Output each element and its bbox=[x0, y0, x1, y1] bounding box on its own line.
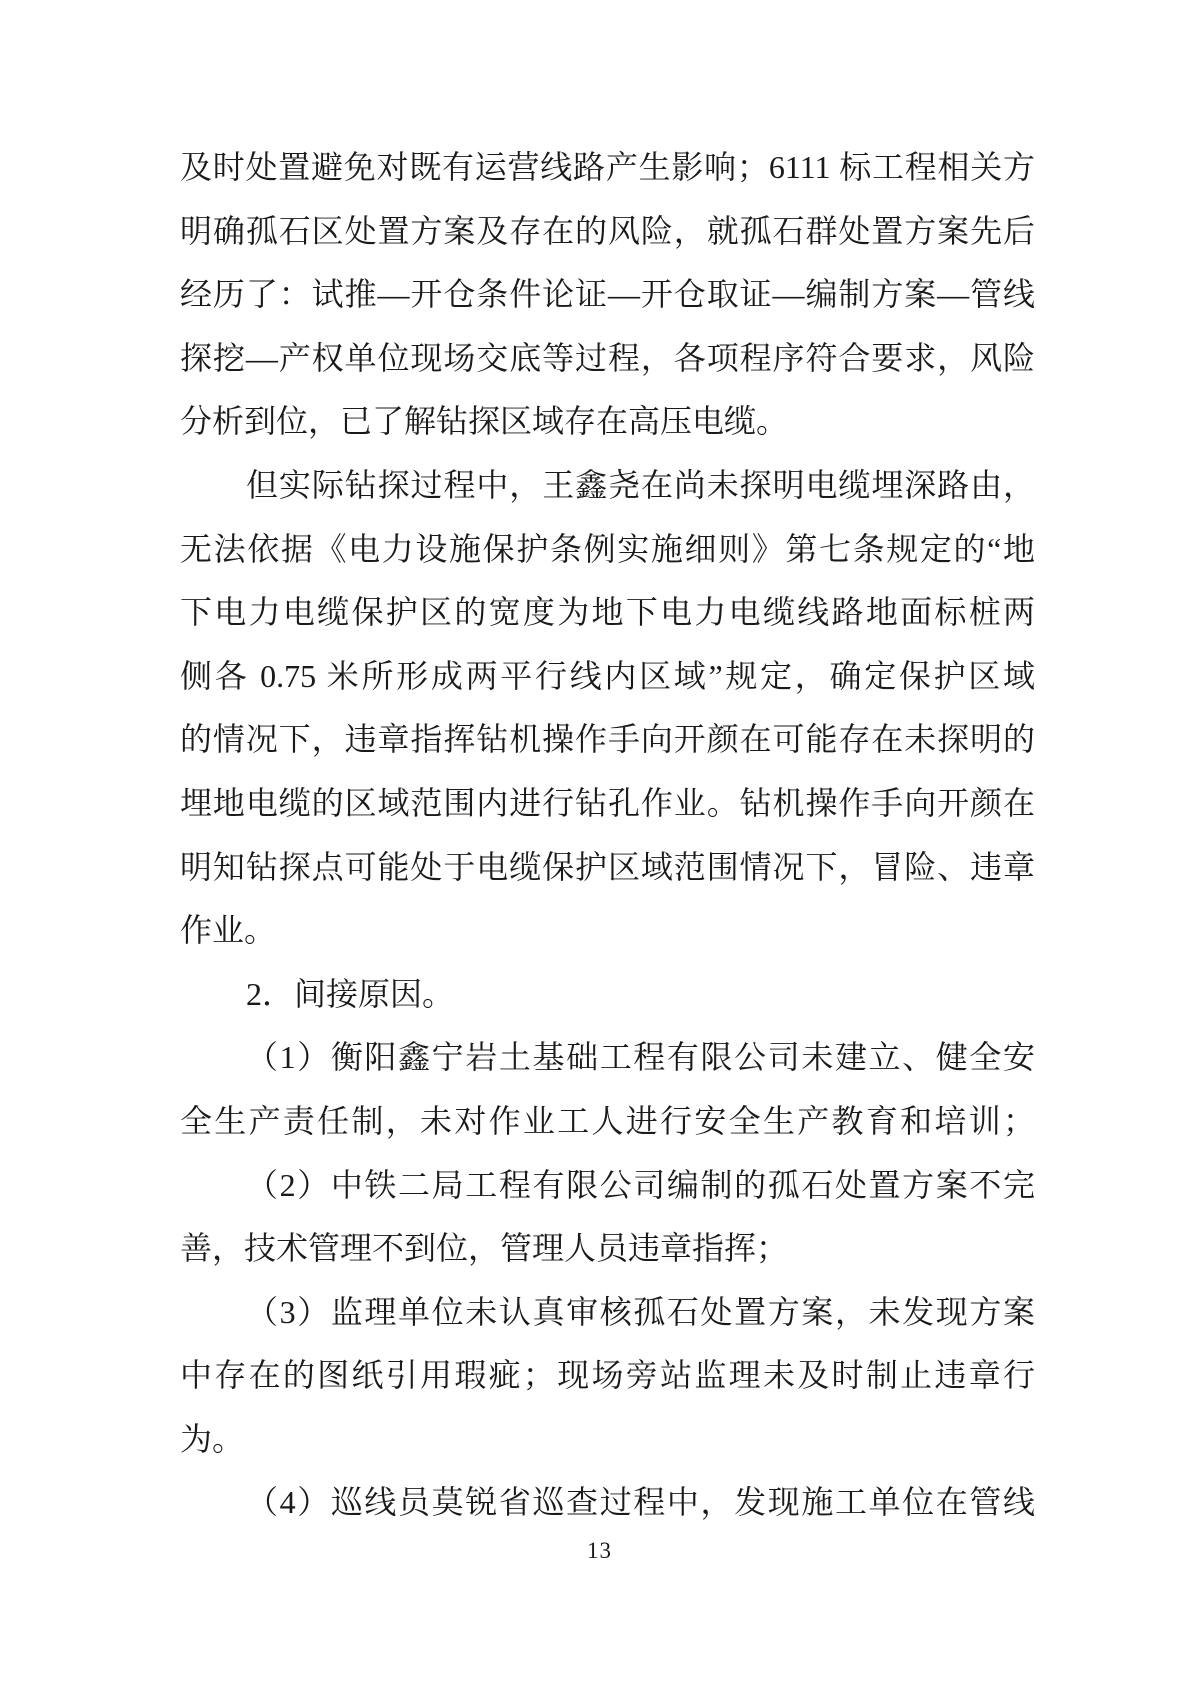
document-body bbox=[180, 136, 1035, 1535]
text-line: 2．间接原因。 bbox=[246, 975, 455, 1012]
text-line: 下电力电缆保护区的宽度为地下电力电缆线路地面标桩两 bbox=[180, 594, 1035, 631]
text-line: 探挖—产权单位现场交底等过程，各项程序符合要求，风险 bbox=[180, 339, 1035, 376]
text-line: 分析到位，已了解钻探区域存在高压电缆。 bbox=[180, 403, 789, 440]
text-line: 侧各 0.75 米所形成两平行线内区域”规定，确定保护区域 bbox=[180, 657, 1035, 694]
text-line: 中存在的图纸引用瑕疵；现场旁站监理未及时制止违章行 bbox=[180, 1357, 1035, 1394]
page-footer bbox=[0, 1538, 1199, 1564]
text-line: 但实际钻探过程中，王鑫尧在尚未探明电缆埋深路由， bbox=[246, 466, 1035, 503]
text-line: （4）巡线员莫锐省巡查过程中，发现施工单位在管线 bbox=[246, 1484, 1035, 1521]
text-line: 经历了：试推—开仓条件论证—开仓取证—编制方案—管线 bbox=[180, 276, 1035, 313]
text-line: 明确孤石区处置方案及存在的风险，就孤石群处置方案先后 bbox=[180, 212, 1035, 249]
text-line: （3）监理单位未认真审核孤石处置方案，未发现方案 bbox=[246, 1293, 1035, 1330]
text-line: 善，技术管理不到位，管理人员违章指挥； bbox=[180, 1230, 789, 1267]
text-line: 及时处置避免对既有运营线路产生影响；6111 标工程相关方 bbox=[180, 149, 1035, 185]
text-line: （1）衡阳鑫宁岩土基础工程有限公司未建立、健全安 bbox=[246, 1039, 1035, 1076]
text-line: （2）中铁二局工程有限公司编制的孤石处置方案不完 bbox=[246, 1166, 1035, 1203]
text-line: 埋地电缆的区域范围内进行钻孔作业。钻机操作手向开颜在 bbox=[180, 784, 1035, 821]
text-line: 明知钻探点可能处于电缆保护区域范围情况下，冒险、违章 bbox=[180, 848, 1035, 885]
text-line: 的情况下，违章指挥钻机操作手向开颜在可能存在未探明的 bbox=[180, 721, 1035, 758]
text-line: 全生产责任制，未对作业工人进行安全生产教育和培训； bbox=[180, 1102, 1035, 1139]
page-number: 13 bbox=[587, 1538, 612, 1563]
text-line: 作业。 bbox=[180, 912, 277, 949]
text-line: 无法依据《电力设施保护条例实施细则》第七条规定的“地 bbox=[180, 530, 1035, 567]
text-line: 为。 bbox=[180, 1420, 245, 1457]
